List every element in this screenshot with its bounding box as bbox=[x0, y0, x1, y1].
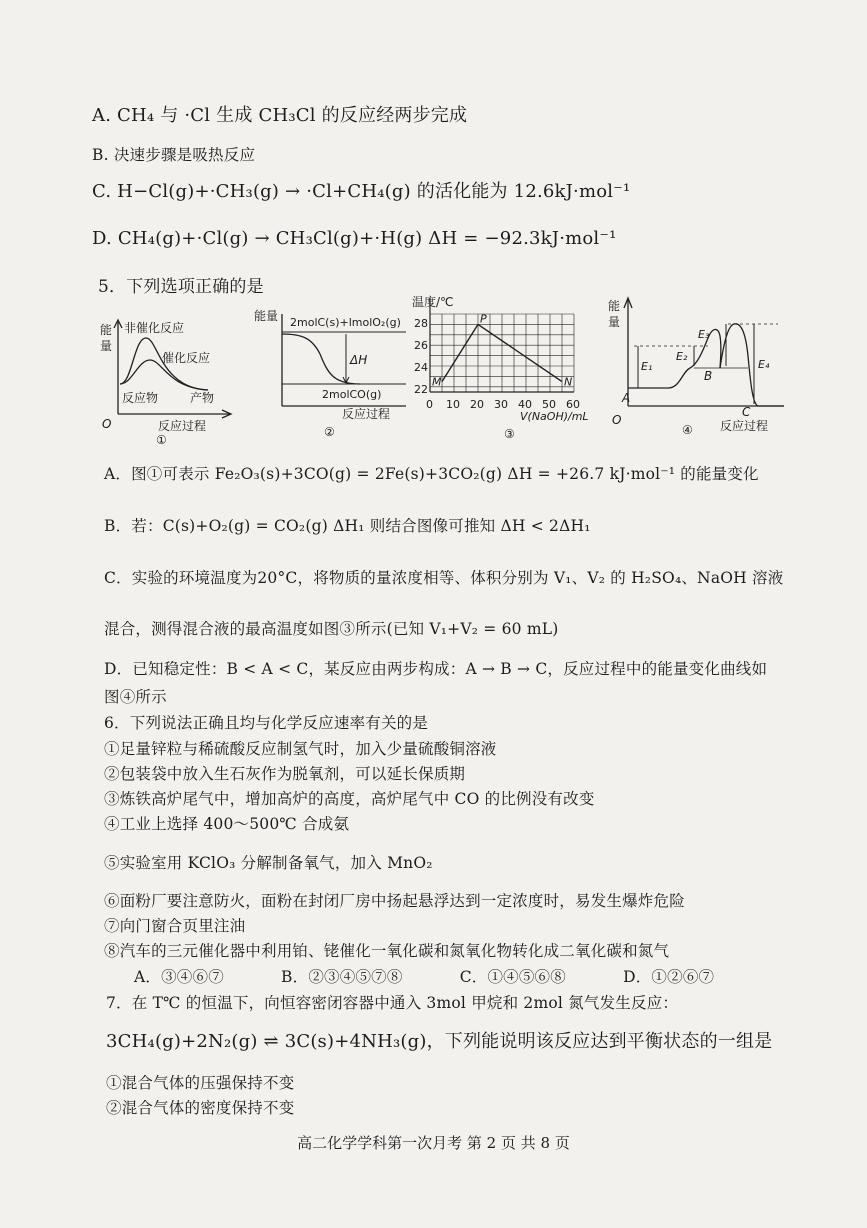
fig4-ylabel-2: 量 bbox=[608, 315, 621, 329]
fig3-xtick-30: 30 bbox=[494, 398, 508, 411]
q4-option-c: C. H−Cl(g)+·CH₃(g) → ·Cl+CH₄(g) 的活化能为 12.6kJ·mol⁻¹ bbox=[92, 181, 631, 202]
fig1-product-label: 产物 bbox=[190, 391, 215, 405]
fig4-label-a: A bbox=[622, 391, 631, 405]
q6-stem: 6．下列说法正确且均与化学反应速率有关的是 bbox=[104, 714, 429, 732]
fig4-label-e1: E₁ bbox=[641, 360, 653, 373]
fig1-curve-b-label: 催化反应 bbox=[162, 351, 211, 365]
fig4-number: ④ bbox=[682, 423, 693, 437]
q7-item-2: ②混合气体的密度保持不变 bbox=[106, 1099, 295, 1117]
figure-2 bbox=[250, 304, 410, 444]
q5-option-c-line1: C．实验的环境温度为20°C，将物质的量浓度相等、体积分别为 V₁、V₂ 的 H₂SO₄、NaOH 溶液 bbox=[104, 569, 784, 587]
fig3-xlabel: V(NaOH)/mL bbox=[520, 410, 589, 423]
fig3-xtick-20: 20 bbox=[470, 398, 484, 411]
fig3-ytick-26: 26 bbox=[414, 339, 428, 352]
q4-option-a: A. CH₄ 与 ·Cl 生成 CH₃Cl 的反应经两步完成 bbox=[92, 105, 468, 126]
fig2-number: ② bbox=[324, 425, 335, 439]
fig1-ylabel-2: 量 bbox=[100, 339, 113, 353]
fig2-dh-label: ΔH bbox=[350, 353, 368, 367]
fig3-series-segment bbox=[442, 324, 478, 381]
fig3-xtick-40: 40 bbox=[518, 398, 532, 411]
fig1-origin: O bbox=[102, 417, 112, 431]
fig2-xlabel: 反应过程 bbox=[342, 407, 391, 421]
fig4-label-e2: E₂ bbox=[676, 350, 688, 363]
q5-option-d-line1: D．已知稳定性：B < A < C，某反应由两步构成：A → B → C，反应过程中的能量变化曲线如 bbox=[104, 660, 768, 678]
q6-item-7: ⑦向门窗合页里注油 bbox=[104, 917, 246, 935]
q6-choice-c: C．①④⑤⑥⑧ bbox=[459, 968, 566, 986]
fig1-curve-a-label: 非催化反应 bbox=[124, 321, 185, 335]
q7-item-1: ①混合气体的压强保持不变 bbox=[106, 1074, 295, 1092]
fig3-ytick-22: 22 bbox=[414, 383, 428, 396]
q6-item-8: ⑧汽车的三元催化器中利用铂、铑催化一氧化碳和氮氧化物转化成二氧化碳和氮气 bbox=[104, 942, 670, 960]
fig1-reactant-label: 反应物 bbox=[122, 391, 159, 405]
fig4-ylabel-1: 能 bbox=[608, 299, 621, 313]
fig3-xtick-50: 50 bbox=[542, 398, 556, 411]
figure-1 bbox=[98, 318, 238, 446]
q6-choice-b: B．②③④⑤⑦⑧ bbox=[281, 968, 403, 986]
fig3-ytick-24: 24 bbox=[414, 361, 428, 374]
q6-item-6: ⑥面粉厂要注意防火，面粉在封闭厂房中扬起悬浮达到一定浓度时，易发生爆炸危险 bbox=[104, 892, 685, 910]
q4-option-d: D. CH₄(g)+·Cl(g) → CH₃Cl(g)+·H(g) ΔH = −92.3kJ·mol⁻¹ bbox=[92, 228, 617, 249]
fig3-series-segment bbox=[478, 324, 562, 381]
page-footer: 高二化学学科第一次月考 第 2 页 共 8 页 bbox=[297, 1134, 570, 1152]
fig3-point-label: P bbox=[480, 312, 487, 326]
fig3-xtick-0: 0 bbox=[426, 398, 433, 411]
q5-option-b: B．若：C(s)+O₂(g) = CO₂(g) ΔH₁ 则结合图像可推知 ΔH < 2ΔH₁ bbox=[104, 517, 591, 535]
q5-stem: 5．下列选项正确的是 bbox=[98, 277, 264, 297]
fig2-ylabel: 能量 bbox=[254, 309, 279, 323]
figure-4 bbox=[608, 296, 788, 440]
fig3-point-label: M bbox=[432, 375, 442, 389]
q7-equation: 3CH₄(g)+2N₂(g) ⇌ 3C(s)+4NH₃(g)，下列能说明该反应达到平衡状态的一组是 bbox=[106, 1031, 773, 1052]
q6-item-2: ②包装袋中放入生石灰作为脱氧剂，可以延长保质期 bbox=[104, 765, 466, 783]
fig4-xlabel: 反应过程 bbox=[720, 419, 769, 433]
fig4-label-b: B bbox=[704, 369, 713, 383]
figure-3 bbox=[408, 292, 598, 444]
fig3-ylabel: 温度/℃ bbox=[412, 295, 454, 309]
q6-item-4: ④工业上选择 400～500℃ 合成氨 bbox=[104, 815, 350, 833]
fig1-xlabel: 反应过程 bbox=[158, 419, 207, 433]
fig2-top-label: 2molC(s)+lmolO₂(g) bbox=[290, 316, 401, 329]
q6-item-1: ①足量锌粒与稀硫酸反应制氢气时，加入少量硫酸铜溶液 bbox=[104, 740, 497, 758]
fig4-origin: O bbox=[612, 413, 622, 427]
fig2-bottom-label: 2molCO(g) bbox=[322, 388, 382, 401]
fig3-ytick-28: 28 bbox=[414, 317, 428, 330]
q5-option-a: A．图①可表示 Fe₂O₃(s)+3CO(g) = 2Fe(s)+3CO₂(g) ΔH = +26.7 kJ·mol⁻¹ 的能量变化 bbox=[104, 465, 759, 483]
fig3-point-label: N bbox=[564, 375, 573, 389]
fig4-label-e3: E₃ bbox=[698, 328, 710, 341]
fig4-label-e4: E₄ bbox=[758, 358, 770, 371]
q7-stem: 7．在 T℃ 的恒温下，向恒容密闭容器中通入 3mol 甲烷和 2mol 氮气发生反应： bbox=[106, 994, 679, 1012]
q6-choices bbox=[134, 965, 766, 987]
q4-option-b: B. 决速步骤是吸热反应 bbox=[92, 146, 256, 164]
fig3-xtick-10: 10 bbox=[446, 398, 460, 411]
q6-item-5: ⑤实验室用 KClO₃ 分解制备氧气，加入 MnO₂ bbox=[104, 854, 433, 872]
q6-item-3: ③炼铁高炉尾气中，增加高炉的高度，高炉尾气中 CO 的比例没有改变 bbox=[104, 790, 595, 808]
fig3-number: ③ bbox=[504, 427, 515, 441]
fig1-number: ① bbox=[156, 433, 167, 446]
fig1-ylabel-1: 能 bbox=[100, 323, 113, 337]
fig3-xtick-60: 60 bbox=[566, 398, 580, 411]
q5-option-c-line2: 混合，测得混合液的最高温度如图③所示(已知 V₁+V₂ = 60 mL) bbox=[104, 620, 559, 638]
q5-option-d-line2: 图④所示 bbox=[104, 688, 167, 706]
q6-choice-a: A．③④⑥⑦ bbox=[134, 968, 224, 986]
fig4-label-c: C bbox=[742, 405, 751, 419]
q6-choice-d: D．①②⑥⑦ bbox=[623, 968, 715, 986]
